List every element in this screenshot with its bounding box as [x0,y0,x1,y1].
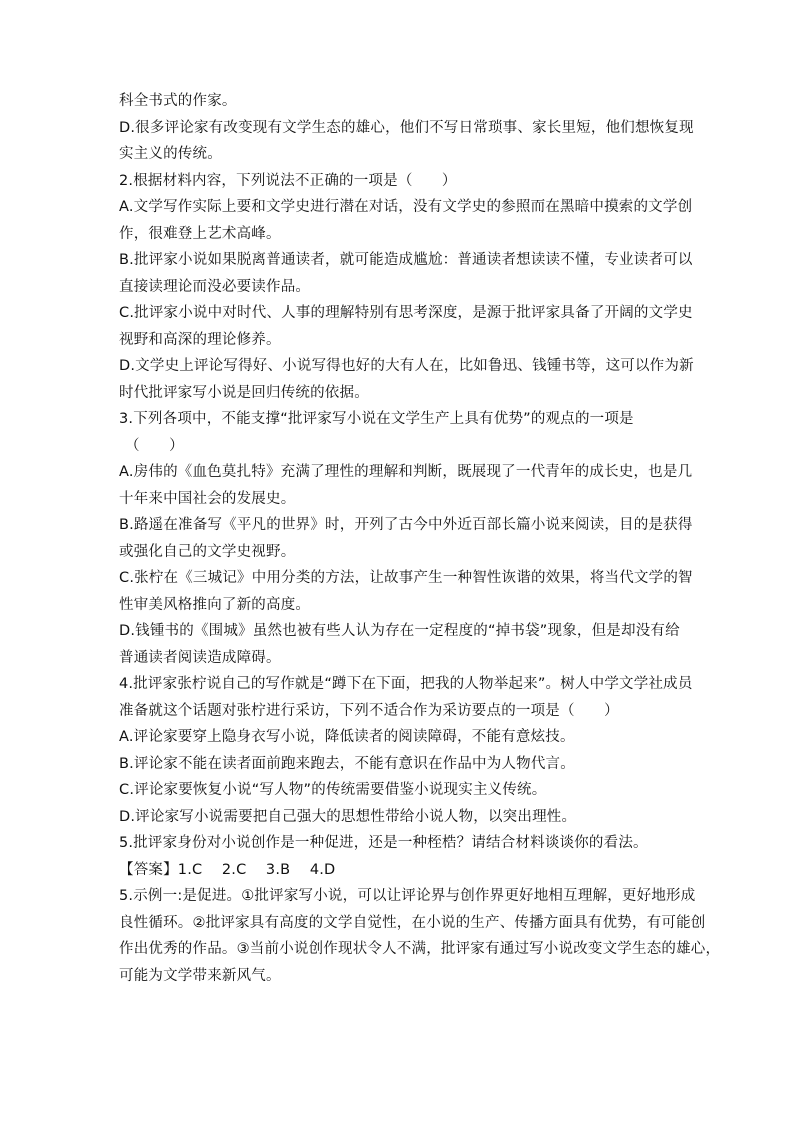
option-b-line: B.路遥在准备写《平凡的世界》时，开列了古今中外近百部长篇小说来阅读，目的是获得 [119,517,693,533]
option-a-line: A.评论家要穿上隐身衣写小说，降低读者的阅读障碍，不能有意炫技。 [119,729,575,745]
option-d-line: D.钱锺书的《围城》虽然也被有些人认为存在一定程度的“掉书袋”现象，但是却没有给 [119,623,680,639]
text-line: 性审美风格推向了新的高度。 [119,596,311,613]
question-5: 5.批评家身份对小说创作是一种促进，还是一种桎梏？请结合材料谈谈你的看法。 [119,835,648,851]
text-line: 普通读者阅读造成障碍。 [119,649,281,666]
text-line: 或强化自己的文学史视野。 [119,543,296,560]
option-d-line: D.评论家写小说需要把自己强大的思想性带给小说人物，以突出理性。 [119,808,577,825]
answer-5-line: 5.示例一:是促进。①批评家写小说，可以让评论界与创作界更好地相互理解，更好地形成 [119,888,696,904]
option-a-line: A.房伟的《血色莫扎特》充满了理性的理解和判断，既展现了一代青年的成长史，也是几 [119,464,693,480]
text-line: 良性循环。②批评家具有高度的文学自觉性，在小说的生产、传播方面具有优势，有可能创 [119,914,706,931]
text-line: 时代批评家写小说是回归传统的依据。 [119,384,369,401]
text-line: 实主义的传统。 [119,146,222,162]
text-line: 作，很难登上艺术高峰。 [119,225,281,242]
question-2: 2.根据材料内容，下列说法不正确的一项是（ ） [119,172,457,189]
question-4: 4.批评家张柠说自己的写作就是“蹲下在下面，把我的人物举起来”。树人中学文学社成员 [119,676,693,692]
option-b-line: B.评论家不能在读者面前跑来跑去，不能有意识在作品中为人物代言。 [119,755,575,772]
option-c-line: C.评论家要恢复小说“写人物”的传统需要借鉴小说现实主义传统。 [119,782,547,798]
option-d-line: D.文学史上评论写得好、小说写得也好的大有人在，比如鲁迅、钱锺书等，这可以作为新 [119,358,694,374]
text-line: 视野和高深的理论修养。 [119,331,281,348]
text-line: 科全书式的作家。 [119,93,237,109]
answer-key: 【答案】1.C 2.C 3.B 4.D [119,861,336,878]
text-line: 作出优秀的作品。③当前小说创作现状令人不满，批评家有通过写小说改变文学生态的雄心， [119,941,721,957]
text-line: 十年来中国社会的发展史。 [119,490,296,507]
option-b-line: B.批评家小说如果脱离普通读者，就可能造成尴尬：普通读者想读读不懂，专业读者可以 [119,252,693,268]
option-c-line: C.张柠在《三城记》中用分类的方法，让故事产生一种智性诙谐的效果，将当代文学的智 [119,570,693,586]
question-3: 3.下列各项中，不能支撑“批评家写小说在文学生产上具有优势”的观点的一项是 [119,411,634,427]
option-a-line: A.文学写作实际上要和文学史进行潜在对话，没有文学史的参照而在黑暗中摸索的文学创 [119,199,693,215]
option-c-line: C.批评家小说中对时代、人事的理解特别有思考深度，是源于批评家具备了开阔的文学史 [119,305,693,321]
option-d-line: D.很多评论家有改变现有文学生态的雄心，他们不写日常琐事、家长里短，他们想恢复现 [119,119,694,136]
text-line: 直接读理论而没必要读作品。 [119,278,311,295]
answer-bracket: （ ） [125,437,184,454]
text-line: 可能为文学带来新风气。 [119,967,281,984]
document-page [119,88,721,989]
text-line: 准备就这个话题对张柠进行采访，下列不适合作为采访要点的一项是（ ） [119,702,619,719]
